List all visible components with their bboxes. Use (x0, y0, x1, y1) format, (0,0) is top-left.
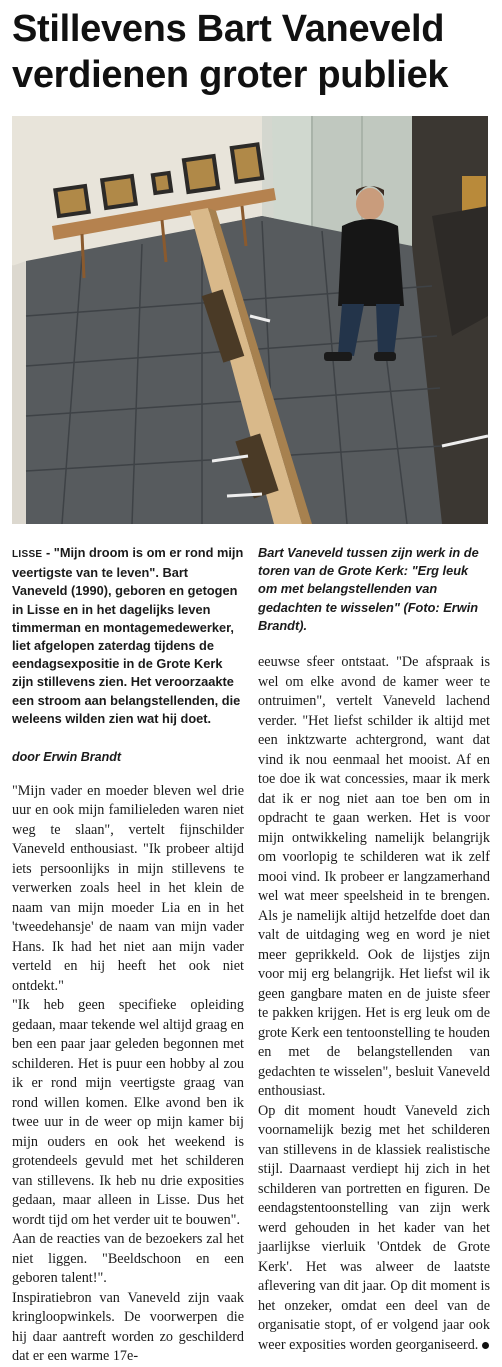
photo-caption: Bart Vaneveld tussen zijn werk in de toren van de Grote Kerk: "Erg leuk om met belangstellenden van gedachten te wisselen" (Foto: Erwin Brandt). (258, 545, 479, 633)
article-column-right (258, 544, 490, 1355)
article-column-left (12, 544, 244, 1367)
headline-line-2: verdienen groter publiek (12, 54, 449, 96)
end-mark-icon (482, 1342, 489, 1349)
lead-text: - "Mijn droom is om er rond mijn veertigste van te leven". Bart Vaneveld (1990), geboren en getogen in Lisse en in het dagelijks leven timmerman en montagemedewerker, liet afgelopen zaterdag tijdens de eendagsexpositie in de Grote Kerk zijn stillevens zien. Het veroorzaakte een stroom aan belangstellenden, die weleens wilden zien wat hij doet. (12, 545, 244, 726)
headline-line-1: Stillevens Bart Vaneveld (12, 8, 445, 50)
body-paragraph: Inspiratiebron van Vaneveld zijn vaak kringloopwinkels. De voorwerpen die hij daar aantreft worden zo geschilderd dat er een warme 17e- (12, 1289, 244, 1365)
dateline: LISSE (12, 549, 43, 560)
byline: door Erwin Brandt (12, 750, 122, 765)
body-paragraph: "Ik heb geen specifieke opleiding gedaan, maar tekende wel altijd graag en ben een paar jaar geleden begonnen met schilderen. Het is puur een hobby al zou ik er rond mijn veertigste graag van rond willen komen. Elke avond ben ik twee uur in de weer op mijn kamer bij mijn ouders en ook het weekend is grotendeels gevuld met het schilderen van stillevens. Ik heb nu drie exposities gedaan, maar alleen in Lisse. Dus het wordt tijd om het verder uit te bouwen". (12, 997, 245, 1228)
body-paragraph: "Mijn vader en moeder bleven wel drie uur en ook mijn familieleden waren niet weg te slaan", vertelt fijnschilder Vaneveld enthousiast. "Ik probeer altijd iets persoonlijks in mijn stillevens te verwerken zoals heel in het klein de naam van mijn moeder Lia en in het 'tweedehansje' de naam van mijn vader Hans. Ik had het niet aan mijn vader verteld en hij heeft het ook niet ontdekt." (12, 782, 244, 994)
lead-paragraph (12, 544, 244, 728)
headline (12, 6, 496, 98)
body-paragraph: Aan de reacties van de bezoekers zal het niet liggen. "Beeldschoon en een geboren talent!". (12, 1231, 244, 1287)
body-paragraph: eeuwse sfeer ontstaat. "De afspraak is wel om elke avond de kamer weer te ontruimen", vertelt Vaneveld lachend verder. "Het liefst schilder ik altijd met een inktzwarte achtergrond, want dat vind ik nou eenmaal het mooist. Af en toe doe ik wat concessies, maar ik merk dat ik er nog niet aan toe ben om in opdracht te gaan werken. Het is voor mijn ontwikkeling namelijk belangrijk om voorlopig te schilderen wat ik zelf mooi vind. Ik probeer er langzamerhand wel wat meer speelsheid in te brengen. Als je namelijk altijd hetzelfde doet dan valt de uitdaging weg en word je niet meer geprikkeld. Ook de lijstjes zijn voor mij erg belangrijk. Het liefst wil ik geen gangbare maten en de juiste sfeer te pakken krijgen. Het is erg leuk om de grote Kerk een tentoonstelling te houden en met de belangstellenden van gedachten te wisselen", besluit Vaneveld enthousiast. (258, 654, 490, 1100)
article-photo (12, 116, 488, 524)
closing-text: Op dit moment houdt Vaneveld zich voornamelijk bezig met het schilderen van stillevens in de klassiek realistische stijl. Daarnaast verdiept hij zich in het schilderen van portretten en figuren. De eendagstentoonstelling van zijn werk werd gehouden in het kader van het jaarlijkse vierluik 'Ontdek de Grote Kerk'. Het was alweer de laatste aflevering van dit jaar. Op dit moment is het onzeker, omdat een deel van de organisatie stopt, of er volgend jaar ook weer exposities worden georganiseerd. (258, 1102, 490, 1353)
body-paragraph (258, 1102, 490, 1356)
